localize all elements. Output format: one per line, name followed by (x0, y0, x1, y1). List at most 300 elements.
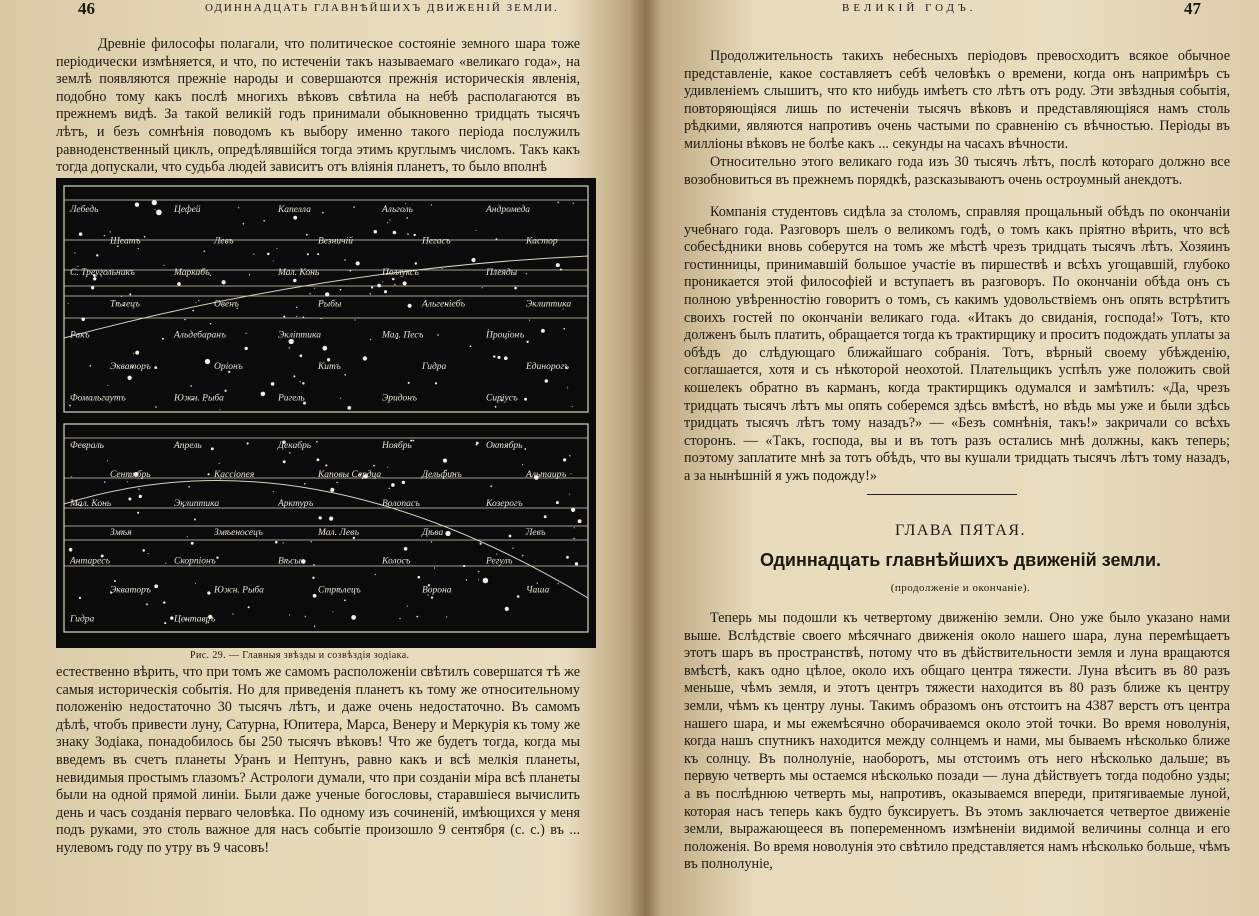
constellation-label: Сиріусъ (486, 393, 518, 404)
star (210, 275, 211, 276)
star (317, 253, 319, 255)
constellation-label: Дѣва (422, 527, 444, 538)
star (107, 460, 108, 461)
star (79, 597, 81, 599)
star (347, 406, 351, 410)
star (344, 374, 346, 376)
constellation-label: Поллуксъ (382, 267, 419, 278)
star (171, 311, 172, 312)
star (570, 473, 571, 474)
running-head: ОДИННАДЦАТЬ ГЛАВНѢЙШИХЪ ДВИЖЕНІЙ ЗЕМЛИ. (205, 2, 559, 14)
star (114, 580, 116, 582)
star (344, 599, 346, 601)
star (135, 351, 139, 355)
star (327, 358, 330, 361)
star (309, 293, 310, 294)
star (253, 254, 254, 255)
constellation-label: Цефей (174, 205, 201, 215)
constellation-label: Эклиптика (526, 299, 572, 310)
star (267, 253, 270, 256)
star (289, 452, 291, 454)
star (163, 601, 165, 603)
constellation-label: Рыбы (318, 299, 342, 310)
star (261, 392, 266, 397)
star (300, 354, 303, 357)
star (247, 442, 249, 444)
constellation-label: Стрѣлецъ (318, 585, 361, 596)
star (563, 328, 565, 330)
star (569, 494, 570, 495)
star (495, 406, 497, 408)
star (69, 548, 73, 552)
constellation-label: Южн. Рыба (214, 585, 264, 596)
star (296, 316, 297, 317)
constellation-label: Козерогъ (486, 498, 523, 509)
constellation-label: Альголь (382, 205, 413, 215)
constellation-label: Февраль (70, 441, 104, 452)
star (275, 541, 278, 544)
star (394, 284, 395, 285)
star (219, 463, 220, 464)
star (194, 519, 196, 521)
star (216, 557, 218, 559)
star (574, 527, 575, 528)
constellation-label: Лебедь (70, 205, 99, 215)
star (164, 622, 166, 624)
constellation-label: Оріонъ (214, 362, 243, 373)
star (571, 508, 575, 512)
star (408, 382, 410, 384)
star (142, 549, 145, 552)
star (195, 302, 196, 303)
star (283, 542, 284, 543)
paragraph: Относительно этого великаго года изъ 30 тысячъ лѣтъ, послѣ котораго должно все возобновиться въ прежнемъ порядкѣ, разсказываютъ очень остроумный анекдотъ. (684, 154, 1230, 188)
star (138, 488, 139, 489)
star (463, 565, 465, 567)
constellation-label: Левъ (214, 236, 234, 247)
star (321, 318, 322, 319)
star (391, 483, 395, 487)
star (133, 353, 134, 354)
star (207, 473, 209, 475)
star (417, 576, 420, 579)
constellation-label: Единорогъ (526, 362, 569, 373)
constellation-label: Колосъ (382, 556, 411, 567)
constellation-label: Плеяды (486, 267, 518, 278)
star (544, 515, 547, 518)
star (316, 458, 319, 461)
constellation-label: Мал. Песъ (382, 330, 424, 341)
constellation-label: Южн. Рыба (174, 393, 224, 404)
star (351, 615, 356, 620)
star (517, 595, 520, 598)
star (184, 319, 185, 320)
star (384, 290, 387, 293)
star (560, 269, 562, 271)
star (556, 501, 559, 504)
constellation-label: Капелла (278, 205, 311, 215)
star (526, 273, 527, 274)
chapter-label: ГЛАВА ПЯТАЯ. (894, 522, 1027, 539)
star (445, 531, 450, 536)
star (573, 202, 574, 203)
star (221, 280, 225, 284)
star (537, 583, 538, 584)
constellation-label: Декабрь (278, 441, 312, 452)
star (356, 261, 360, 265)
star (263, 220, 265, 222)
star (354, 319, 355, 320)
star (441, 268, 442, 269)
star (370, 339, 371, 340)
paragraph: Компанія студентовъ сидѣла за столомъ, справляя прощальный обѣдъ по окончаніи учебнаго года. Разговоръ шелъ о великомъ годѣ, о томъ какъ пріятно вѣрить, что всѣ собесѣдники вновь соберутся на томъ же мѣстѣ чрезъ тридцать тысячъ лѣтъ. Хозяинъ гостинницы, принимавшій большое участіе въ пиршествѣ и всѣхъ угощавшій, глубоко проникается этой философіей и вступаетъ въ разговоръ. По окончаніи обѣда онъ съ полною увѣренностію говоритъ о томъ, съ какимъ удовольствіемъ онъ опять встрѣтитъ своихъ гостей по окончаніи великаго года. «Итакъ до свиданія, господа!» Тотъ, кто долженъ былъ платить, обращается тогда къ трактирщику и проситъ подождать уплаты за обѣдъ до слѣдующаго ближайшаго собранія. Тотъ, вѣрный своему убѣжденію, соглашается, хотя и съ нѣкоторой неохотой. Плательщикъ успѣлъ уже положить свой кошелекъ обратно въ карманъ, когда трактирщикъ одумался и замѣтилъ: «Да, чрезъ тридцать тысячъ лѣтъ мы опять соберемся здѣсь вмѣстѣ, но вѣдь мы уже и были здѣсь тридцать тысячъ лѣтъ тому назадъ?» — «Безъ сомнѣнія, такъ!» закричали со всѣхъ сторонъ. — «Такъ, господа, вы и въ тотъ разъ остались мнѣ должны, какъ теперь; поэтому заплатите мнѣ за тотъ обѣдъ, что вы кушали тридцать тысячъ лѣтъ тому назадъ, а за нынѣшній я ужъ подожду!» (684, 204, 1230, 484)
constellation-label: Мал. Конь (278, 267, 320, 278)
star (431, 204, 432, 205)
lower-constellation-labels (69, 440, 566, 624)
paragraph: естественно вѣрить, что при томъ же самомъ расположеніи свѣтилъ совершатся тѣ же самыя историческія событія. Но для приведенія планетъ къ тому же относительному положенію недостаточно 30 тысячъ лѣтъ, и даже очень недостаточно. Въ самомъ дѣлѣ, чтобъ привести луну, Сатурна, Юпитера, Марса, Венеру и Меркурія къ тому же знаку Зодіака, понадобилось бы 250 тысячъ вѣковъ! Что же будетъ тогда, когда мы введемъ въ счетъ планеты Уранъ и Нептунъ, равно какъ и всѣ мелкія планеты, невидимыя простымъ глазомъ? Астрологи думали, что при созданіи міра всѣ планеты были на одной прямой линіи. Были даже ученые богословы, старавшіеся вычислить день и часъ созданія перваго человѣка. По одному изъ сочиненій, имѣющихся у меня подъ руками, это столь важное для насъ событіе произошло 9 сентября (с. с.) въ ... нулевомъ году по утру въ 9 часовъ! (56, 664, 580, 856)
constellation-label: Змѣя (110, 527, 132, 538)
star (370, 293, 371, 294)
star (413, 234, 415, 236)
constellation-label: Центавръ (174, 614, 216, 625)
star (154, 584, 158, 588)
star (330, 488, 334, 492)
star (483, 578, 489, 584)
star (512, 548, 513, 549)
star (110, 231, 111, 232)
star (514, 287, 517, 290)
star (313, 594, 317, 598)
star (243, 223, 245, 225)
star (238, 207, 239, 208)
constellation-label: Чаша (526, 585, 550, 596)
star (575, 562, 578, 565)
star (480, 543, 482, 545)
star (374, 230, 378, 234)
constellation-label: Тѣлецъ (110, 299, 140, 310)
star (165, 563, 166, 564)
star (198, 300, 199, 301)
star (522, 555, 524, 557)
star (407, 606, 408, 607)
constellation-label: Проціонъ (486, 330, 525, 341)
star (322, 212, 324, 214)
star (192, 310, 194, 312)
star (273, 261, 274, 262)
star (556, 263, 560, 267)
star (475, 230, 476, 231)
star (139, 495, 142, 498)
page-number: 47 (1184, 0, 1201, 18)
constellation-label: Левъ (526, 527, 546, 538)
star (219, 409, 220, 410)
star (104, 481, 105, 482)
constellation-label: Мал. Левъ (318, 527, 360, 538)
star (349, 270, 351, 272)
star (435, 382, 437, 384)
star (332, 611, 333, 612)
star (245, 332, 246, 333)
constellation-label: Китъ (318, 362, 341, 373)
star (496, 238, 498, 240)
star (373, 465, 375, 467)
star (96, 254, 98, 256)
constellation-label: Гидра (422, 362, 447, 373)
star (195, 583, 196, 584)
star (563, 458, 566, 461)
star (545, 379, 548, 382)
star (144, 236, 146, 238)
constellation-label: Октябрь (486, 441, 523, 452)
star (319, 516, 322, 519)
star (289, 614, 290, 615)
star (248, 606, 250, 608)
star (415, 262, 417, 264)
star (129, 293, 131, 295)
constellation-label: Экліптика (278, 330, 321, 341)
constellation-label: Альгеніебъ (422, 299, 466, 310)
star (205, 359, 210, 364)
star (557, 202, 559, 204)
star (363, 356, 367, 360)
star (325, 292, 329, 296)
star (412, 440, 414, 442)
chapter-title: Одиннадцать главнѣйшихъ движеній земли. (759, 550, 1162, 570)
star (276, 248, 277, 249)
star (245, 347, 248, 350)
star (567, 387, 568, 388)
paragraph: Теперь мы подошли къ четвертому движенію земли. Оно уже было указано нами выше. Вслѣдствіе своего мѣсячнаго движенія около нашего шара, луна перемѣщаетъ этотъ шаръ въ пространствѣ, потому что въ дѣйствительности земля и луна вращаются вмѣстѣ, какъ одно цѣлое, около ихъ общаго центра тяжести. Луна вѣситъ въ 80 разъ меньше, чѣмъ земля, и этотъ центръ тяжести находится въ 80 разъ ближе къ центру земли, чѣмъ къ центру луны. Такимъ образомъ онъ отстоитъ на 4387 верстъ отъ центра нашего шара, и мы ежемѣсячно оборачиваемся около этой точки. Во время новолунія, когда нашъ спутникъ находится между солнцемъ и нами, мы бываемъ нѣсколько ближе къ солнцу. Въ полнолуніе, наоборотъ, мы отстоимъ отъ него нѣсколько дальше; въ первую четверть мы остаемся нѣсколько позади — луна дѣйствуетъ тогда подобно узды; а въ послѣднюю четверть мы, напротивъ, оказываемся впереди, притягиваемые луной, которая насъ теперь какъ будто буксируетъ. Въ этомъ заключается четвертое движеніе земли, выражающееся въ попеременномъ измѣненіи видимой величины солнца и его положенія. Во время новолунія это свѣтило представляется намъ нѣсколько больше, чѣмъ въ полнолуніе, (684, 610, 1230, 873)
star (371, 286, 373, 288)
star (107, 385, 108, 386)
star (207, 591, 210, 594)
constellation-label: Гидра (70, 614, 95, 625)
star (526, 341, 528, 343)
star (91, 286, 94, 289)
star (389, 219, 390, 220)
star (303, 316, 305, 318)
star (529, 320, 530, 321)
star (407, 233, 409, 235)
star (493, 355, 495, 357)
star (77, 266, 78, 267)
star (405, 203, 406, 204)
star (273, 491, 274, 492)
star (443, 459, 447, 463)
star (127, 376, 131, 380)
star (382, 281, 383, 282)
figure-caption: Рис. 29. — Главныя звѣзды и созвѣздія зодіака. (190, 650, 410, 661)
star (211, 447, 214, 450)
star (210, 323, 211, 324)
star (375, 574, 376, 575)
star (74, 252, 75, 253)
star (478, 571, 479, 572)
page-number: 46 (78, 0, 95, 18)
star (307, 253, 309, 255)
star (524, 398, 527, 401)
star (558, 583, 559, 584)
constellation-label: Змѣеносецъ (214, 527, 263, 538)
constellation-label: Ноябрь (382, 441, 412, 452)
star (204, 250, 206, 252)
star (188, 486, 190, 488)
star (148, 553, 149, 554)
star (154, 366, 157, 369)
star (344, 259, 345, 260)
star (302, 382, 304, 384)
star (293, 216, 297, 220)
star (187, 536, 188, 537)
star (437, 334, 439, 336)
constellation-label: Кастор (526, 236, 558, 247)
star (127, 481, 128, 482)
star (104, 235, 105, 236)
star (314, 288, 315, 289)
constellation-label: Сентябрь (110, 470, 151, 481)
star (340, 289, 342, 291)
star (283, 460, 286, 463)
star (476, 442, 479, 445)
star (138, 248, 139, 249)
star (569, 455, 570, 456)
constellation-label: Кассіопея (214, 470, 255, 481)
star (522, 464, 523, 465)
star (325, 464, 327, 466)
star (431, 541, 432, 542)
star (404, 547, 408, 551)
upper-constellation-labels (69, 204, 571, 404)
star (353, 206, 355, 208)
star (232, 613, 233, 614)
constellation-label: Фомальгаутъ (70, 393, 126, 404)
star (482, 287, 483, 288)
star (466, 579, 467, 580)
star (90, 365, 92, 367)
star (402, 481, 405, 484)
star (490, 485, 492, 487)
constellation-label: С. Треугольникъ (70, 267, 135, 278)
star (283, 316, 285, 318)
constellation-label: Ригель (278, 393, 305, 404)
star (340, 398, 341, 399)
constellation-label: Мал. Конь (70, 498, 112, 509)
star (478, 579, 479, 580)
star (135, 203, 139, 207)
constellation-label: Дельфинъ (422, 470, 462, 481)
star (146, 603, 148, 605)
constellation-label: Антаресъ (70, 556, 111, 567)
star (177, 282, 181, 286)
star (316, 441, 318, 443)
star (393, 231, 397, 235)
star (69, 405, 71, 407)
constellation-label: Шеатъ (110, 236, 141, 247)
star (293, 375, 295, 377)
constellation-label: Вѣсы (278, 556, 301, 567)
star (408, 304, 412, 308)
star (305, 616, 306, 617)
star (296, 307, 297, 308)
star (249, 274, 250, 275)
star (79, 232, 83, 236)
star (68, 303, 69, 304)
star (566, 556, 569, 559)
star (392, 278, 394, 280)
chapter-subtitle: (продолженіе и окончаніе). (890, 582, 1031, 594)
star-chart (56, 178, 596, 648)
constellation-label: Экваторъ (110, 585, 151, 596)
running-head: ВЕЛИКІЙ ГОДЪ. (842, 2, 977, 14)
constellation-label: Маркабъ (174, 267, 210, 278)
star (311, 541, 312, 542)
star (81, 318, 85, 322)
constellation-label: Везничій (318, 236, 353, 247)
star (156, 210, 162, 216)
star (524, 448, 526, 450)
star (403, 281, 407, 285)
star (406, 217, 408, 219)
star (496, 554, 497, 555)
star (387, 222, 388, 223)
constellation-label: Пегасъ (422, 236, 451, 247)
star (497, 356, 500, 359)
star (399, 618, 400, 619)
star (306, 234, 308, 236)
section-divider (867, 494, 1017, 495)
star (387, 467, 388, 468)
constellation-label: Регулъ (486, 556, 513, 567)
star (572, 406, 573, 407)
constellation-label: Волопасъ (382, 498, 420, 509)
star (504, 356, 508, 360)
star (505, 607, 509, 611)
star (293, 279, 297, 283)
constellation-label: Экваторъ (110, 362, 151, 373)
constellation-label: Эклиптика (174, 498, 220, 509)
star (509, 535, 512, 538)
star (541, 329, 545, 333)
star (446, 616, 447, 617)
star (190, 385, 192, 387)
star (289, 347, 290, 348)
star (322, 346, 327, 351)
star (416, 616, 418, 618)
star (300, 381, 301, 382)
paragraph: Продолжительность такихъ небесныхъ періодовъ превосходитъ всякое обычное представленіе, какое составляетъ себѣ человѣкъ о времени, когда онъ напримѣръ съ удивленіемъ слышитъ, что кто нибудь имѣетъ сто лѣтъ отъ роду. Эти звѣздныя событія, повторяющіяся лишь по истеченіи тысячъ вѣковъ и представляющіяся намъ столь рѣдкими, являются напротивъ очень частыми по сравненію съ вѣчностью. Періоды въ милліоны вѣковъ не болѣе какъ ... секунды на часахъ вѣчности. (684, 48, 1230, 152)
star (329, 517, 333, 521)
star (434, 567, 435, 568)
right-page (662, 0, 1259, 916)
constellation-label: Ракъ (70, 330, 90, 341)
star (162, 338, 164, 340)
star (121, 296, 122, 297)
star (191, 542, 194, 545)
star (470, 345, 472, 347)
star (164, 265, 165, 266)
star (271, 382, 275, 386)
star (578, 519, 582, 523)
star (137, 512, 139, 514)
star (152, 200, 157, 205)
star (155, 406, 157, 408)
constellation-label: Овенъ (214, 299, 239, 310)
star (312, 577, 314, 579)
star (377, 284, 381, 288)
constellation-label: Скорпіонъ (174, 556, 216, 567)
constellation-label: Каповы Сердца (318, 470, 382, 481)
star-chart-figure (56, 178, 596, 648)
